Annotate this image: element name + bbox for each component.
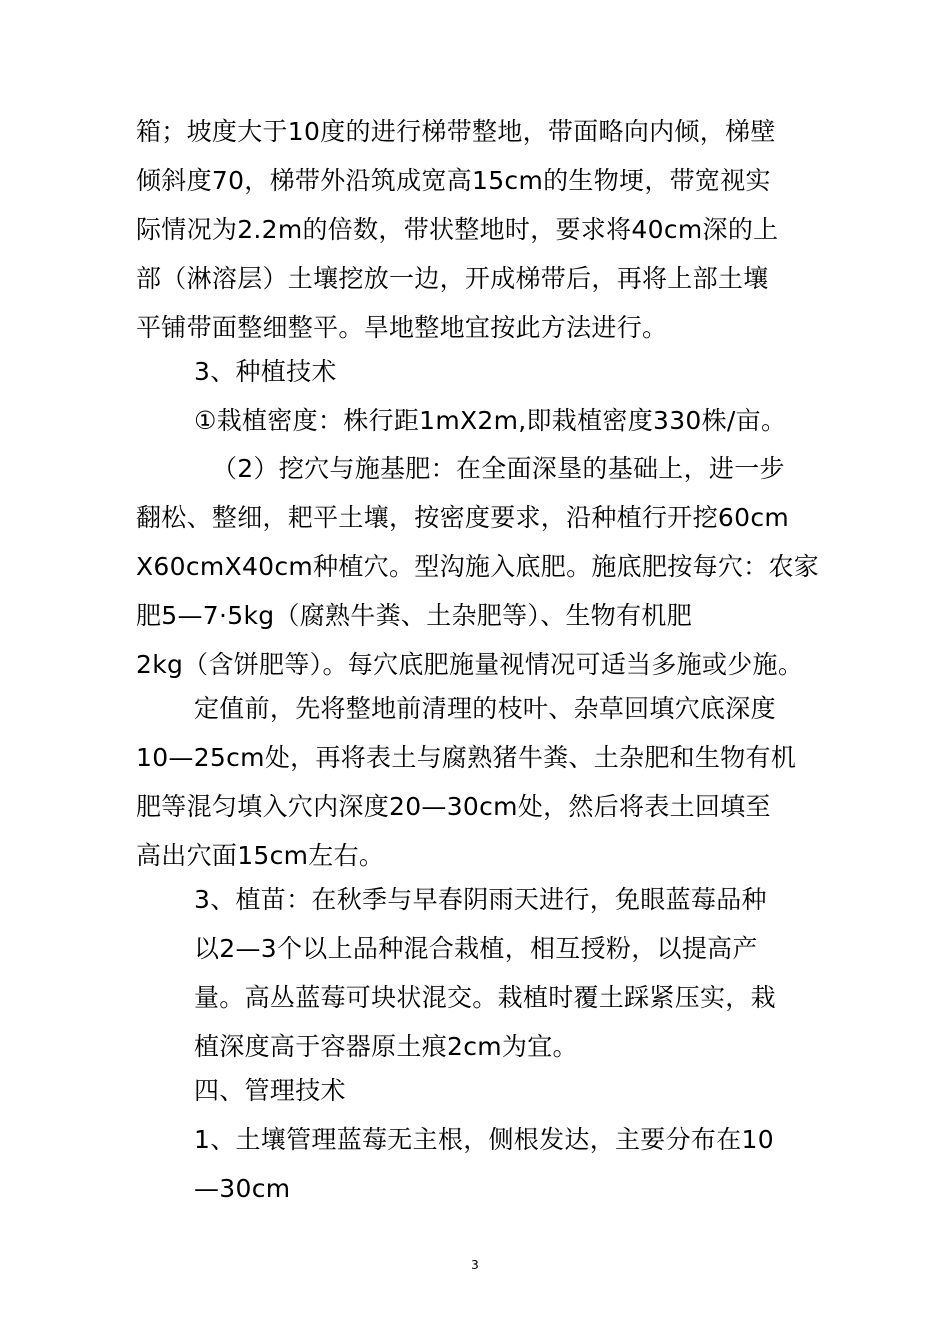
text-line: 肥等混匀填入穴内深度20—30cm处，然后将表土回填至 bbox=[136, 792, 771, 821]
text-line: 际情况为2.2m的倍数，带状整地时，要求将40cm深的上 bbox=[136, 215, 779, 244]
text-line: 1、土壤管理蓝莓无主根，侧根发达，主要分布在10 bbox=[194, 1125, 774, 1154]
text-line: 10—25cm处，再将表土与腐熟猪牛粪、土杂肥和生物有机 bbox=[136, 743, 797, 772]
text-line: 3、植苗：在秋季与早春阴雨天进行，免眼蓝莓品种 bbox=[194, 885, 767, 914]
text-line: （2）挖穴与施基肥：在全面深垦的基础上，进一步 bbox=[212, 454, 785, 483]
text-line: 定值前，先将整地前清理的枝叶、杂草回填穴底深度 bbox=[194, 694, 776, 723]
text-line: X60cmX40cm种植穴。型沟施入底肥。施底肥按每穴：农家 bbox=[136, 552, 820, 581]
text-line: 植深度高于容器原土痕2cm为宜。 bbox=[194, 1032, 578, 1061]
section-heading: 3、种植技术 bbox=[194, 357, 337, 386]
text-line: 肥5—7·5kg（腐熟牛粪、土杂肥等）、生物有机肥 bbox=[136, 601, 693, 630]
text-line: 以2—3个以上品种混合栽植，相互授粉，以提高产 bbox=[194, 934, 758, 963]
text-line: 倾斜度70，梯带外沿筑成宽高15cm的生物埂，带宽视实 bbox=[136, 166, 771, 195]
page-number: 3 bbox=[471, 1258, 479, 1272]
text-line: ①栽植密度：株行距1mX2m,即栽植密度330株/亩。 bbox=[194, 406, 787, 435]
text-line: 平铺带面整细整平。旱地整地宜按此方法进行。 bbox=[136, 313, 668, 342]
text-line: 量。高丛蓝莓可块状混交。栽植时覆土踩紧压实，栽 bbox=[194, 983, 776, 1012]
text-line: 2kg（含饼肥等）。每穴底肥施量视情况可适当多施或少施。 bbox=[136, 650, 804, 679]
section-heading: 四、管理技术 bbox=[194, 1076, 346, 1105]
text-line: 箱；坡度大于10度的进行梯带整地，带面略向内倾，梯壁 bbox=[136, 117, 776, 146]
text-line: 高出穴面15cm左右。 bbox=[136, 841, 385, 870]
text-line: 翻松、整细，耙平土壤，按密度要求，沿种植行开挖60cm bbox=[136, 503, 790, 532]
text-line: 部（淋溶层）土壤挖放一边，开成梯带后，再将上部土壤 bbox=[136, 264, 769, 293]
text-line: —30cm bbox=[194, 1174, 291, 1203]
